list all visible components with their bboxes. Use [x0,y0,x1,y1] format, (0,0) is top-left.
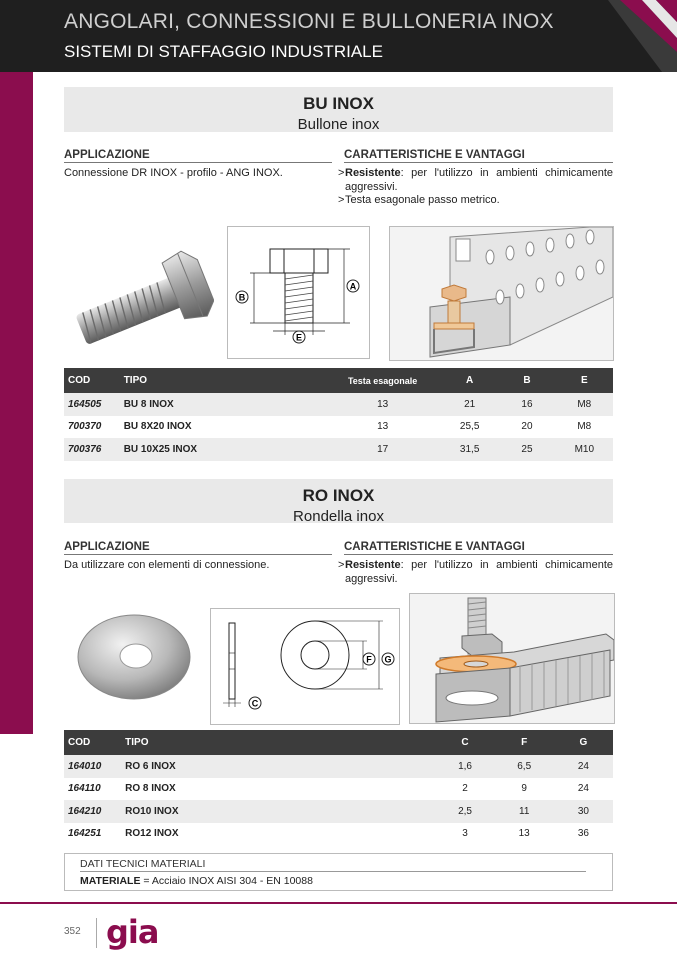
col-g: G [554,730,613,755]
ro-subtitle: Rondella inox [293,508,384,525]
col-e: E [556,368,613,393]
col-cod: COD [64,730,121,755]
col-tipo: TIPO [121,730,435,755]
page-number: 352 [64,926,81,937]
tech-heading: DATI TECNICI MATERIALI [80,858,206,870]
table-row: 164210 RO10 INOX 2,5 11 30 [64,800,613,823]
page-header [0,0,677,72]
ro-application-text: Da utilizzare con elementi di connessione. [64,559,270,571]
washer-dimension-diagram [211,609,399,724]
table-row: 700376 BU 10X25 INOX 17 31,5 25 M10 [64,438,613,461]
channel-nut-illustration [410,594,614,723]
bu-title: BU INOX [303,94,374,113]
ro-title-box [64,479,613,523]
bolt-dimension-diagram [228,227,369,358]
bu-feature-1: > Resistente: per l'utilizzo in ambienti chimicamente aggressivi. [338,167,613,193]
col-c: C [435,730,494,755]
bullet-arrow-icon: > [338,559,345,571]
washer-installation-illustration [409,593,615,724]
technical-data-box [64,853,613,891]
profile-channel-illustration [390,227,613,360]
bolt-photo [64,234,214,354]
ro-feature-1: > Resistente: per l'utilizzo in ambienti chimicamente aggressivi. [338,559,613,585]
bu-application-heading: APPLICAZIONE [64,149,332,163]
bu-product-table [64,368,613,461]
col-a: A [441,368,498,393]
dim-b-label: B [238,292,246,303]
bullet-arrow-icon: > [338,194,345,206]
dim-g-label: G [384,654,392,665]
sidebar-accent [0,72,33,734]
ro-product-table [64,730,613,845]
tech-material: MATERIALE = Acciaio INOX AISI 304 - EN 10088 [80,875,313,887]
bu-title-box [64,87,613,132]
bolt-installation-illustration [389,226,614,361]
col-cod: COD [64,368,120,393]
ro-application-heading: APPLICAZIONE [64,541,332,555]
table-header-row [64,730,613,755]
col-b: B [498,368,555,393]
table-row: 164251 RO12 INOX 3 13 36 [68,828,589,840]
bu-application-text: Connessione DR INOX - profilo - ANG INOX. [64,167,283,179]
gia-logo: gia [106,913,159,951]
tech-divider [80,871,586,872]
bu-subtitle: Bullone inox [297,116,380,133]
dim-e-label: E [295,332,303,343]
ro-features-heading: CARATTERISTICHE E VANTAGGI [344,541,613,555]
ro-title: RO INOX [302,486,375,505]
bolt-drawing [227,226,370,359]
header-stripes-decoration [560,0,677,72]
footer-divider [0,902,677,904]
table-header-row [64,368,613,393]
bullet-arrow-icon: > [338,167,345,179]
col-f: F [495,730,554,755]
dim-c-label: C [251,698,259,709]
washer-drawing [210,608,400,725]
table-row: 164505 BU 8 INOX 13 21 16 M8 [64,393,613,416]
bu-features-heading: CARATTERISTICHE E VANTAGGI [344,149,613,163]
footer-separator [96,918,97,948]
header-title: ANGOLARI, CONNESSIONI E BULLONERIA INOX [64,10,554,33]
col-tipo: TIPO [120,368,325,393]
col-testa-esagonale: Testa esagonale [324,368,441,393]
header-subtitle: SISTEMI DI STAFFAGGIO INDUSTRIALE [64,42,383,61]
washer-photo [74,612,194,702]
bu-feature-2: > Testa esagonale passo metrico. [338,194,500,206]
table-row: 164110 RO 8 INOX 2 9 24 [68,783,589,795]
dim-f-label: F [366,654,372,665]
table-row: 700370 BU 8X20 INOX 13 25,5 20 M8 [68,421,592,433]
dim-a-label: A [349,281,357,292]
table-row: 164010 RO 6 INOX 1,6 6,5 24 [64,755,613,778]
